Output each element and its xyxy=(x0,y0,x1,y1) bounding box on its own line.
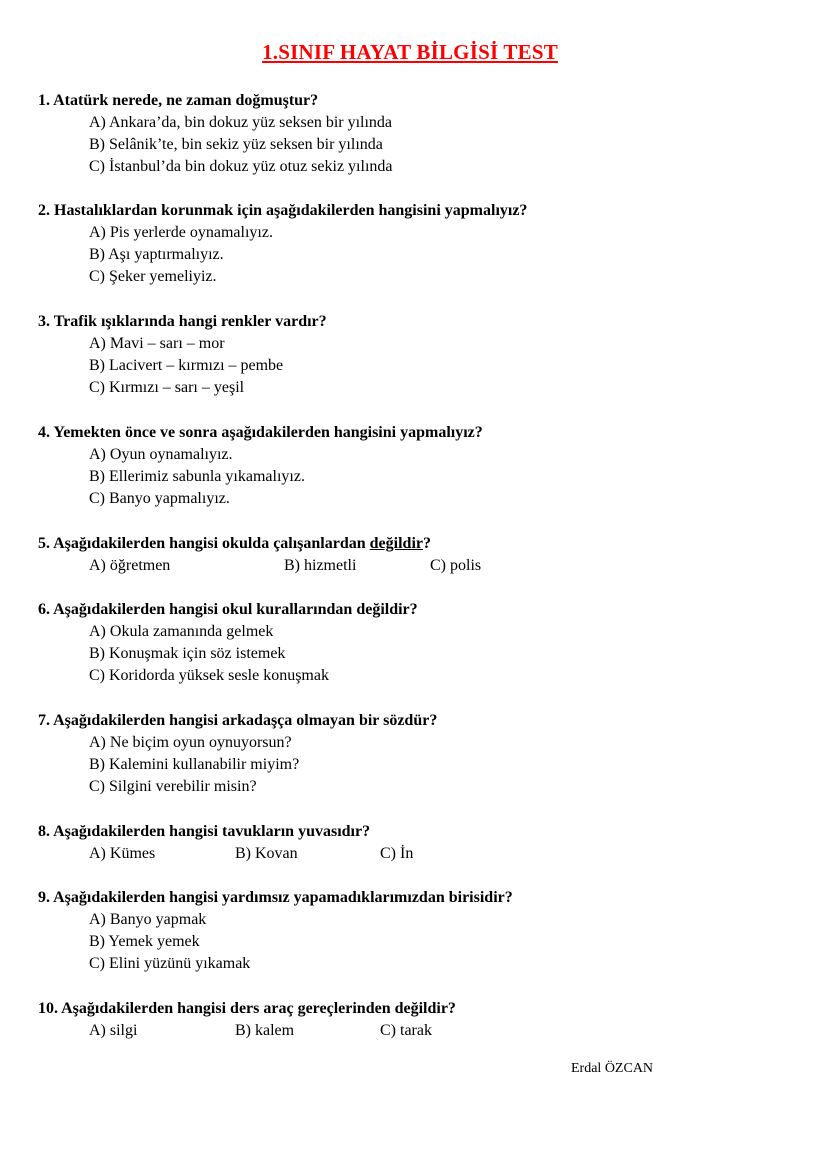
option-a: A) Oyun oynamalıyız. xyxy=(89,446,233,463)
option-a: A) Kümes xyxy=(89,845,156,862)
option-c: C) Koridorda yüksek sesle konuşmak xyxy=(89,667,329,684)
option-a: A) Pis yerlerde oynamalıyız. xyxy=(89,224,273,241)
option-a: A) öğretmen xyxy=(89,557,171,574)
question-text: 10. Aşağıdakilerden hangisi ders araç gereçlerinden değildir? xyxy=(38,1000,456,1017)
option-a: A) Ne biçim oyun oynuyorsun? xyxy=(89,734,292,751)
question-5 xyxy=(38,533,798,577)
option-c: C) Kırmızı – sarı – yeşil xyxy=(89,379,245,396)
author-name: Erdal ÖZCAN xyxy=(571,1061,654,1076)
question-8 xyxy=(38,821,798,865)
question-text-end: ? xyxy=(423,535,431,552)
option-a: A) Mavi – sarı – mor xyxy=(89,335,225,352)
question-text-part: 5. Aşağıdakilerden hangisi okulda çalışanlardan xyxy=(38,535,370,552)
page-title: 1.SINIF HAYAT BİLGİSİ TEST xyxy=(262,40,558,64)
question-text: 2. Hastalıklardan korunmak için aşağıdakilerden hangisini yapmalıyız? xyxy=(38,202,528,219)
option-row xyxy=(38,1020,798,1042)
option-c: C) İn xyxy=(380,845,414,862)
option-b: B) Kalemini kullanabilir miyim? xyxy=(89,756,300,773)
question-text: 1. Atatürk nerede, ne zaman doğmuştur? xyxy=(38,92,319,109)
option-c: C) Elini yüzünü yıkamak xyxy=(89,955,251,972)
option-c: C) Banyo yapmalıyız. xyxy=(89,490,230,507)
question-text: 4. Yemekten önce ve sonra aşağıdakilerden hangisini yapmalıyız? xyxy=(38,424,483,441)
option-a: A) Banyo yapmak xyxy=(89,911,207,928)
option-b: B) Konuşmak için söz istemek xyxy=(89,645,286,662)
question-text: 9. Aşağıdakilerden hangisi yardımsız yapamadıklarımızdan birisidir? xyxy=(38,889,513,906)
option-c: C) tarak xyxy=(380,1022,432,1039)
underlined-word: değildir xyxy=(369,535,423,552)
question-10 xyxy=(38,998,798,1042)
option-c: C) Şeker yemeliyiz. xyxy=(89,268,217,285)
question-4 xyxy=(38,422,483,510)
question-text: 3. Trafik ışıklarında hangi renkler vardır? xyxy=(38,313,327,330)
option-row xyxy=(38,843,798,865)
question-text: 8. Aşağıdakilerden hangisi tavukların yuvasıdır? xyxy=(38,823,371,840)
question-text: 7. Aşağıdakilerden hangisi arkadaşça olmayan bir sözdür? xyxy=(38,712,438,729)
question-text: 6. Aşağıdakilerden hangisi okul kurallarından değildir? xyxy=(38,601,418,618)
question-9 xyxy=(38,887,513,975)
option-row xyxy=(38,555,798,577)
option-b: B) Ellerimiz sabunla yıkamalıyız. xyxy=(89,468,305,485)
option-b: B) hizmetli xyxy=(284,557,357,574)
question-3 xyxy=(38,311,327,399)
option-c: C) Silgini verebilir misin? xyxy=(89,778,257,795)
option-b: B) kalem xyxy=(235,1022,295,1039)
option-a: A) silgi xyxy=(89,1022,138,1039)
option-b: B) Selânik’te, bin sekiz yüz seksen bir yılında xyxy=(89,136,383,153)
option-b: B) Yemek yemek xyxy=(89,933,200,950)
option-b: B) Lacivert – kırmızı – pembe xyxy=(89,357,284,374)
option-c: C) İstanbul’da bin dokuz yüz otuz sekiz yılında xyxy=(89,158,393,175)
question-2 xyxy=(38,200,527,288)
question-1 xyxy=(38,90,392,178)
question-text xyxy=(38,533,798,555)
option-b: B) Kovan xyxy=(235,845,298,862)
question-6 xyxy=(38,599,418,687)
question-7 xyxy=(38,710,437,798)
option-b: B) Aşı yaptırmalıyız. xyxy=(89,246,224,263)
option-c: C) polis xyxy=(430,557,482,574)
option-a: A) Okula zamanında gelmek xyxy=(89,623,274,640)
option-a: A) Ankara’da, bin dokuz yüz seksen bir yılında xyxy=(89,114,393,131)
